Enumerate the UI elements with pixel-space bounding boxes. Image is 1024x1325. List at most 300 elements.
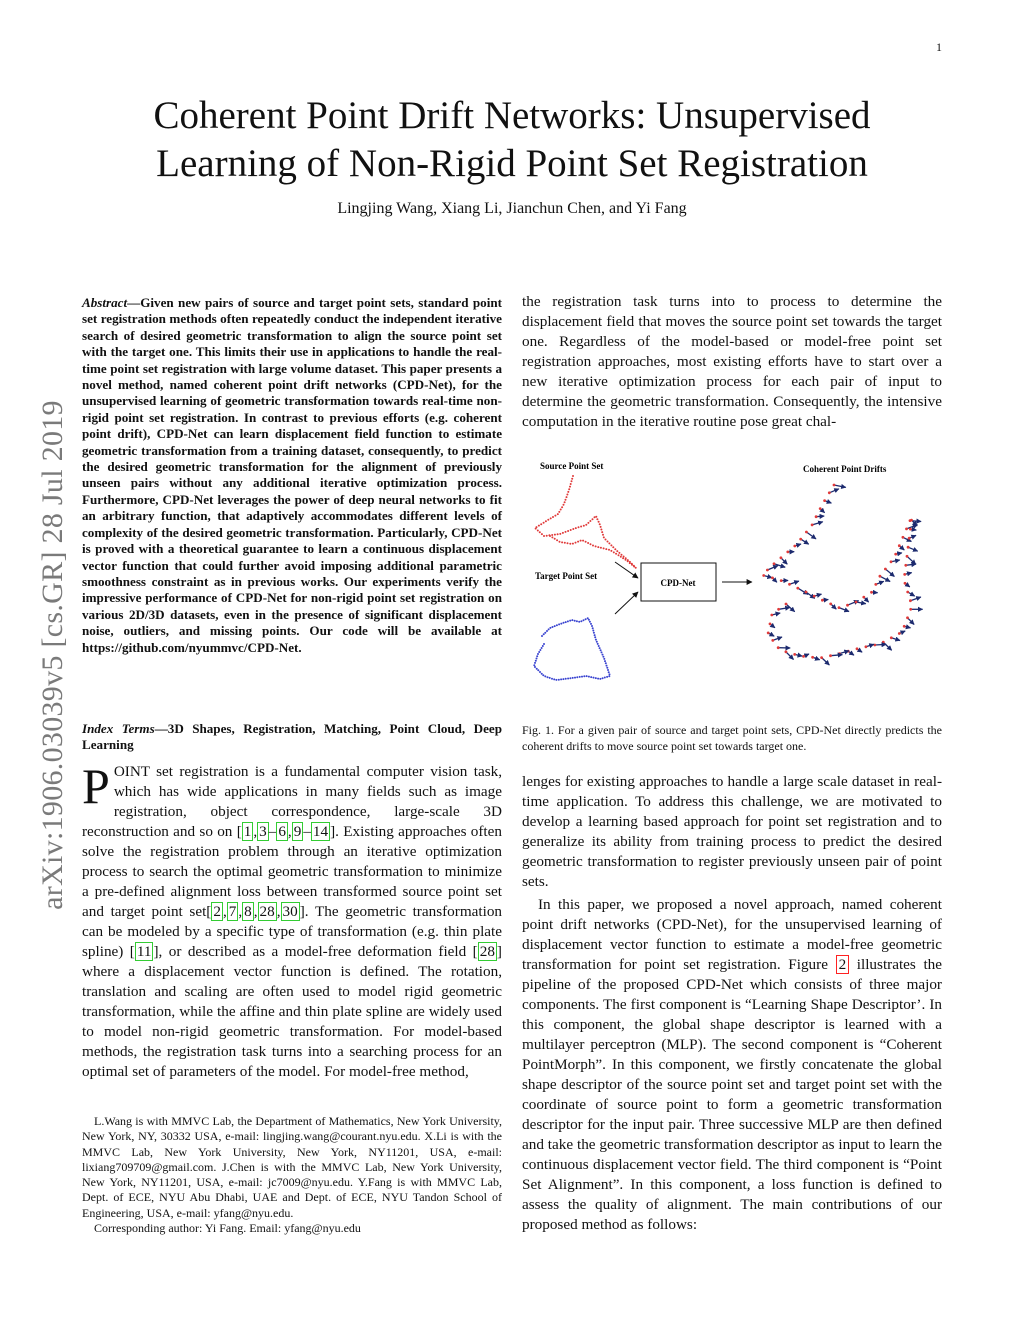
right-column-body — [522, 772, 942, 1235]
abstract — [82, 295, 502, 656]
citation-link[interactable]: 2 — [213, 903, 221, 920]
drift-arrow — [885, 569, 894, 577]
point — [550, 517, 552, 519]
drift-source-point — [805, 531, 808, 534]
citation-link[interactable]: 9 — [293, 823, 302, 840]
point — [551, 678, 553, 680]
coherent-point-drifts-label: Coherent Point Drifts — [803, 464, 887, 474]
point — [541, 673, 543, 675]
point — [593, 677, 595, 679]
citation-link[interactable]: 8 — [244, 903, 252, 920]
point — [567, 491, 569, 493]
point — [557, 513, 559, 515]
point — [594, 636, 596, 638]
point — [598, 521, 600, 523]
citation-link[interactable]: 14 — [312, 823, 329, 840]
drift-source-point — [904, 564, 907, 567]
drift-arrow — [806, 532, 816, 539]
drift-source-point — [909, 608, 912, 611]
point — [549, 677, 551, 679]
point — [590, 623, 592, 625]
point — [546, 535, 548, 537]
point — [587, 522, 589, 524]
point — [585, 541, 587, 543]
point — [585, 618, 587, 620]
abstract-label: Abstract — [82, 295, 128, 310]
drift-source-point — [884, 568, 887, 571]
point — [587, 542, 589, 544]
drift-source-point — [785, 603, 788, 606]
point — [535, 660, 537, 662]
point — [580, 620, 582, 622]
point — [556, 624, 558, 626]
point — [541, 533, 543, 535]
point — [567, 530, 569, 532]
drift-arrow — [786, 652, 794, 660]
drift-source-point — [905, 528, 908, 531]
drift-source-point — [909, 599, 912, 602]
drift-arrow — [883, 642, 891, 650]
point — [580, 526, 582, 528]
point — [602, 656, 604, 658]
point — [533, 664, 535, 666]
point — [580, 540, 582, 542]
point — [537, 669, 539, 671]
point — [572, 677, 574, 679]
point — [549, 535, 551, 537]
point — [561, 506, 563, 508]
drift-source-point — [862, 596, 865, 599]
point — [633, 566, 635, 568]
point — [536, 658, 538, 660]
point — [615, 553, 617, 555]
point — [570, 529, 572, 531]
point — [544, 632, 546, 634]
drift-source-point — [786, 551, 789, 554]
point — [582, 540, 584, 542]
right-column-continuation: the registration task turns into to process to determine the displacement field that moves the source point set towards the target one. Regardless of the model-based or model-free point set registration approaches, most existing efforts have to start over a new iterative optimization process for each pair of input to determine the geometric transformation. Consequently, the intensive computation in the iterative routine pose great chal- — [522, 293, 942, 430]
point — [559, 533, 561, 535]
point — [589, 520, 591, 522]
point — [608, 542, 610, 544]
point — [535, 528, 537, 530]
point — [554, 625, 556, 627]
point — [574, 620, 576, 622]
arrow-target-to-net — [615, 592, 638, 614]
arxiv-stamp — [38, 365, 68, 945]
point — [546, 630, 548, 632]
point — [599, 647, 601, 649]
citation-link[interactable]: 6 — [278, 823, 286, 840]
point — [587, 617, 589, 619]
drift-source-point — [823, 499, 826, 502]
point — [571, 478, 573, 480]
introduction-paragraph: POINT set registration is a fundamental computer vision task, which has wide applications in many fields such as image registration, object correspondence, large-scale 3D reconstruction and so on [ 1 , 3 – 6 , 9 – 14 ]. Existing approaches often solve the registration problem through an iterative optimization process to search the optimal geometric transformation to minimize a pre-defined alignment loss between transformed source point set and target point set[ 2 , 7 , 8 , 28 , 30 ]. The geometric transformation can be modeled by a specific type of transformation (e.g. thin plate spline) [ 11 ], or described as a model-free deformation field [ 28 ] where a displacement vector function is defined. The rotation, translation and scaling are often used to model rigid geometric transformation, while the affine and thin plate spline are widely used to model non-rigid geometric transformation. For model-based methods, the registration task turns into a searching process for an optimal set of parameters of the model. For model-free method, — [82, 758, 503, 1080]
drift-arrow — [834, 485, 846, 487]
point — [631, 564, 633, 566]
drift-arrow — [906, 564, 916, 565]
point — [547, 519, 549, 521]
point — [554, 515, 556, 517]
point — [593, 632, 595, 634]
citation-link[interactable]: 1 — [243, 823, 252, 840]
point — [627, 560, 629, 562]
point — [558, 623, 560, 625]
point — [543, 535, 545, 537]
figure-1-caption: Fig. 1. For a given pair of source and target point sets, CPD-Net directly predicts the coherent drifts to move source point set towards target one. — [522, 723, 942, 753]
drift-source-point — [769, 623, 772, 626]
point — [613, 551, 615, 553]
drift-source-point — [909, 528, 912, 531]
drift-source-point — [902, 536, 905, 539]
point — [602, 654, 604, 656]
point — [629, 562, 631, 564]
point — [600, 649, 602, 651]
point — [537, 653, 539, 655]
drift-source-point — [821, 599, 824, 602]
point — [569, 486, 571, 488]
point — [583, 525, 585, 527]
drift-source-point — [815, 515, 818, 518]
point — [579, 676, 581, 678]
drift-arrow — [773, 637, 782, 640]
point — [635, 567, 637, 569]
motivation-paragraph: lenges for existing approaches to handle a large scale dataset in real-time application. To address this challenge, we are motivated to develop a learning based approach for point set registration and to generalize its ability from training process to predict the desired geometric transformation to register previously unseen pair of point sets. — [522, 773, 942, 890]
point — [608, 671, 610, 673]
point — [543, 522, 545, 524]
point — [578, 621, 580, 623]
point — [571, 480, 573, 482]
point — [605, 662, 607, 664]
point — [563, 622, 565, 624]
point — [572, 475, 574, 477]
point — [569, 677, 571, 679]
point — [603, 658, 605, 660]
drift-arrow — [875, 644, 886, 645]
drift-source-point — [865, 645, 868, 648]
point — [595, 677, 597, 679]
drift-source-point — [890, 560, 893, 563]
point — [602, 534, 604, 536]
drift-source-point — [802, 655, 805, 658]
point — [616, 550, 618, 552]
point — [592, 627, 594, 629]
point — [565, 499, 567, 501]
drift-arrow — [812, 522, 823, 525]
drift-source-point — [805, 591, 808, 594]
point — [566, 494, 568, 496]
drift-source-point — [788, 583, 791, 586]
point — [618, 552, 620, 554]
drift-source-point — [777, 646, 780, 649]
point — [565, 531, 567, 533]
point — [585, 524, 587, 526]
point — [557, 533, 559, 535]
point — [618, 554, 620, 556]
citation-link[interactable]: 28 — [259, 903, 275, 920]
point — [542, 674, 544, 676]
target-point-set-label: Target Point Set — [535, 571, 598, 581]
point — [612, 546, 614, 548]
point — [592, 518, 594, 520]
source-point-set-label: Source Point Set — [540, 461, 604, 471]
drift-source-point — [820, 656, 823, 659]
drift-source-point — [906, 591, 909, 594]
point — [552, 626, 554, 628]
drift-source-point — [811, 656, 814, 659]
point — [600, 526, 602, 528]
point — [622, 557, 624, 559]
corresponding-author-note: Corresponding author: Yi Fang. Email: yfang@nyu.edu — [94, 1221, 361, 1236]
drift-arrow — [801, 539, 809, 544]
point — [543, 633, 545, 635]
point — [604, 677, 606, 679]
point — [583, 675, 585, 677]
point — [539, 649, 541, 651]
abstract-text: —Given new pairs of source and target point sets, standard point set registration methods often repeatedly conduct the independent iterative search of desired geometric transformation to align the source point set with the target one. This limits their use in applications to handle the real-time point set registration with large volume dataset. This paper presents a novel method, named coherent point drift networks (CPD-Net), for the unsupervised learning of geometric transformation towards real-time non-rigid point set registration. In contrast to previous efforts (e.g. coherent point drift), CPD-Net can learn displacement field function to estimate geometric transformation from a training dataset, consequently, to predict the desired geometric transformation for the alignment of previously unseen pairs without any additional iterative optimization process. Furthermore, CPD-Net leverages the power of deep neural networks to fit an arbitrary function, that adaptively accommodates different levels of complexity of the desired geometric transformation. Particularly, CPD-Net is proved with a theoretical guarantee to learn a continuous displacement vector function that could further avoid imposing additional parametric smoothness constraint as in previous works. Our experiments verify the impressive performance of CPD-Net for non-rigid point set registration on various 2D/3D datasets, even in the presence of significant displacement noise, outliers, and missing points. Our code will be available at https://github.com/nyummvc/CPD-Net. — [82, 295, 502, 655]
point — [607, 669, 609, 671]
point — [539, 531, 541, 533]
point — [564, 542, 566, 544]
drift-arrow — [829, 489, 839, 493]
point — [598, 645, 600, 647]
point — [620, 556, 622, 558]
point — [561, 541, 563, 543]
point — [592, 630, 594, 632]
point — [596, 641, 598, 643]
drift-source-point — [903, 573, 906, 576]
point — [536, 655, 538, 657]
point — [590, 543, 592, 545]
point — [578, 526, 580, 528]
point — [583, 619, 585, 621]
figure-2-link[interactable]: 2 — [836, 955, 850, 974]
drift-source-point — [771, 577, 774, 580]
drift-arrow — [767, 566, 778, 570]
point — [577, 541, 579, 543]
point — [565, 621, 567, 623]
point — [610, 550, 612, 552]
drift-arrow — [910, 597, 921, 601]
drift-source-point — [879, 575, 882, 578]
point — [597, 643, 599, 645]
drift-source-point — [796, 587, 799, 590]
drift-source-point — [856, 647, 859, 650]
point — [569, 543, 571, 545]
point — [545, 520, 547, 522]
point — [607, 541, 609, 543]
point — [552, 516, 554, 518]
point — [575, 527, 577, 529]
point — [623, 556, 625, 558]
point — [567, 678, 569, 680]
point — [600, 547, 602, 549]
point — [560, 678, 562, 680]
point — [567, 620, 569, 622]
point — [608, 675, 610, 677]
drift-source-point — [828, 491, 831, 494]
point — [575, 542, 577, 544]
point — [588, 619, 590, 621]
point — [539, 671, 541, 673]
drift-arrow — [908, 618, 915, 625]
point — [555, 679, 557, 681]
point — [610, 544, 612, 546]
drift-source-point — [762, 574, 765, 577]
point — [544, 675, 546, 677]
citation-link[interactable]: 30 — [282, 903, 298, 920]
drift-source-point — [767, 632, 770, 635]
author-footnote — [82, 1114, 502, 1236]
point — [581, 676, 583, 678]
point — [574, 677, 576, 679]
point — [538, 651, 540, 653]
point — [562, 532, 564, 534]
drift-source-point — [898, 632, 901, 635]
point — [554, 538, 556, 540]
point — [558, 679, 560, 681]
point — [549, 627, 551, 629]
title-line-2: Learning of Non-Rigid Point Set Registration — [156, 142, 868, 185]
point — [614, 548, 616, 550]
point — [536, 668, 538, 670]
drift-source-point — [910, 519, 913, 522]
affiliation-note: L.Wang is with MMVC Lab, the Department of Mathematics, New York University, New York, NY, 30332 USA, e-mail: lingjing.wang@courant.nyu.edu. X.Li is with the MMVC Lab, New York University, New York, NY11201, USA, e-mail: lixiang709709@gmail.com. J.Chen is with the MMVC Lab, New York University, New York, NY11201, USA, e-mail: jc7009@nyu.edu. Y.Fang is with MMVC Lab, Dept. of ECE, NYU Abu Dhabi, UAE and Dept. of ECE, NYU Tandon School of Engineering, USA, e-mail: yfang@nyu.edu. — [82, 1114, 502, 1220]
drift-source-point — [793, 545, 796, 548]
point — [558, 511, 560, 513]
point — [564, 501, 566, 503]
drift-source-point — [785, 650, 788, 653]
point — [567, 542, 569, 544]
drift-arrow — [822, 658, 830, 665]
drift-source-point — [799, 538, 802, 541]
drift-source-point — [773, 562, 776, 565]
drift-source-point — [898, 544, 901, 547]
drift-source-point — [777, 608, 780, 611]
point — [551, 536, 553, 538]
drift-arrow — [856, 602, 866, 604]
citation-link[interactable]: 28 — [479, 943, 495, 960]
drift-source-point — [894, 553, 897, 556]
drift-source-point — [870, 591, 873, 594]
point — [554, 534, 556, 536]
point — [621, 554, 623, 556]
drift-source-point — [906, 555, 909, 558]
point — [596, 518, 598, 520]
point — [568, 488, 570, 490]
drift-source-point — [770, 614, 773, 617]
target-point-set — [533, 617, 610, 681]
citation-link[interactable]: 3 — [259, 823, 267, 840]
drift-source-point — [855, 601, 858, 604]
point — [570, 483, 572, 485]
source-point-set — [535, 475, 637, 569]
point — [604, 660, 606, 662]
drift-source-point — [793, 653, 796, 656]
drift-arrow — [839, 608, 849, 612]
point — [606, 667, 608, 669]
approach-paragraph: In this paper, we proposed a novel approach, named coherent point drift networks (CPD-Net), for the unsupervised learning of displacement vector function to estimate a model-free geometric transformation for point set registration. Figure 2 illustrates the pipeline of the proposed CPD-Net which consists of three major components. The first component is “Learning Shape Descriptor’. In this component, the global shape descriptor is learned with a multilayer perceptron (MLP). The second component is “Coherent PointMorph”. In this component, we firstly concatenate the global shape descriptor of the source point set and target point set with the coordinate of source point to form a geometric transformation descriptor for the input pair. Three successive MLP are then defined and take the geometric transformation descriptor as input to learn the continuous displacement vector field. The third component is “Point Set Alignment”. In this component, a loss function is defined to assess the quality of alignment. The main contributions of our proposed method as follows: — [522, 896, 943, 1233]
point — [599, 523, 601, 525]
point — [594, 516, 596, 518]
arrow-source-to-net — [615, 562, 638, 578]
drift-arrow — [908, 547, 918, 551]
point — [602, 677, 604, 679]
index-terms-label: Index Terms — [82, 721, 155, 736]
point — [597, 678, 599, 680]
citation-link[interactable]: 11 — [136, 943, 152, 960]
point — [597, 546, 599, 548]
drift-source-point — [833, 484, 836, 487]
point — [601, 651, 603, 653]
point — [599, 678, 601, 680]
point — [576, 676, 578, 678]
drift-source-point — [829, 654, 832, 657]
point — [600, 529, 602, 531]
point — [541, 635, 543, 637]
drift-source-point — [766, 569, 769, 572]
point — [576, 620, 578, 622]
point — [609, 673, 611, 675]
author-list: Lingjing Wang, Xiang Li, Jianchun Chen, and Yi Fang — [337, 200, 687, 217]
drift-source-point — [903, 625, 906, 628]
point — [601, 531, 603, 533]
drift-source-point — [908, 537, 911, 540]
point — [560, 509, 562, 511]
point — [566, 496, 568, 498]
citation-link[interactable]: 7 — [228, 903, 237, 920]
drift-source-point — [906, 616, 909, 619]
arxiv-stamp-text: arXiv:1906.03039v5 [cs.GR] 28 Jul 2019 — [36, 400, 69, 910]
drift-source-point — [819, 507, 822, 510]
drift-arrow — [779, 608, 790, 610]
point — [559, 541, 561, 543]
point — [595, 516, 597, 518]
point — [553, 678, 555, 680]
index-terms-text: —3D Shapes, Registration, Matching, Point Cloud, Deep Learning — [82, 721, 502, 753]
title-line-1: Coherent Point Drift Networks: Unsupervised — [153, 94, 871, 137]
paper-title — [80, 92, 944, 188]
drift-arrow — [790, 581, 799, 584]
point — [569, 620, 571, 622]
drift-source-point — [771, 639, 774, 642]
drift-arrow — [907, 556, 916, 564]
cpd-net-label: CPD-Net — [660, 578, 696, 588]
point — [562, 678, 564, 680]
point — [548, 628, 550, 630]
point — [590, 676, 592, 678]
drift-source-point — [890, 636, 893, 639]
drift-source-point — [907, 546, 910, 549]
point — [605, 539, 607, 541]
point — [586, 675, 588, 677]
page-number: 1 — [936, 40, 942, 54]
point — [589, 621, 591, 623]
point — [605, 548, 607, 550]
point — [534, 666, 536, 668]
point — [556, 539, 558, 541]
index-terms — [82, 721, 502, 754]
drift-source-point — [846, 604, 849, 607]
point — [594, 634, 596, 636]
point — [541, 647, 543, 649]
drift-source-point — [780, 579, 783, 582]
point — [606, 676, 608, 678]
figure-1 — [520, 450, 944, 710]
point — [588, 676, 590, 678]
coherent-drift-vectors — [762, 484, 922, 665]
drift-source-point — [882, 641, 885, 644]
